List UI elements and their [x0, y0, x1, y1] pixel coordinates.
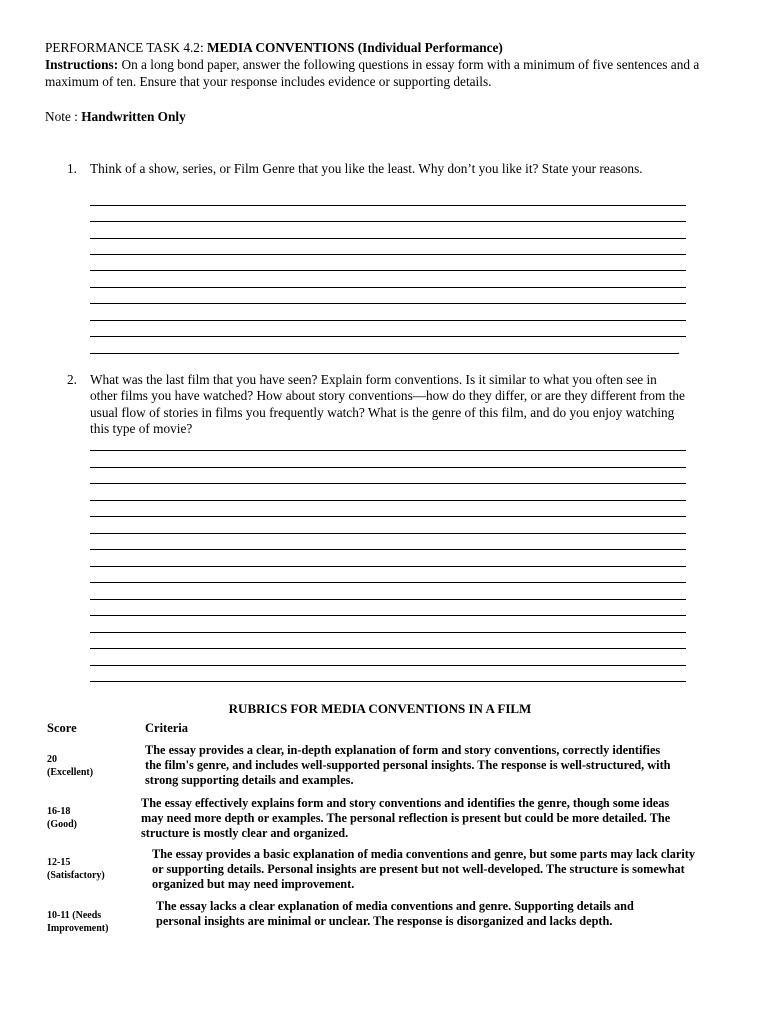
answer-line [90, 303, 686, 304]
answer-line [90, 336, 686, 337]
criteria-cell: The essay lacks a clear explanation of media conventions and genre. Supporting details and personal insights are minimal or unclear. The response is disorganized and lacks depth. [156, 899, 634, 929]
criteria-cell: The essay effectively explains form and story conventions and identifies the genre, though some ideas may need more depth or examples. The personal reflection is present but could be more detailed. The structure is mostly clear and organized. [141, 796, 671, 841]
criteria-header: Criteria [145, 721, 189, 735]
answer-line [90, 599, 686, 600]
answer-line [90, 549, 686, 550]
answer-line [90, 533, 686, 534]
answer-line [90, 287, 686, 288]
answer-line [90, 632, 686, 633]
answer-line [90, 353, 678, 354]
question-text: Think of a show, series, or Film Genre that you like the least. Why don’t you like it? State your reasons. [90, 161, 643, 176]
answer-line [90, 205, 686, 206]
question-number: 1. [67, 161, 77, 176]
answer-line [90, 483, 686, 484]
answer-line [90, 270, 686, 271]
question-1 [67, 161, 687, 177]
score-level: (Excellent) [47, 766, 94, 778]
answer-line [90, 221, 686, 222]
answer-line [90, 238, 686, 239]
note-text: Handwritten Only [81, 109, 186, 124]
answer-line [90, 320, 686, 321]
instructions-label: Instructions: [45, 57, 119, 72]
instructions [45, 57, 705, 90]
answer-line [90, 566, 686, 567]
note-label: Note : [45, 109, 78, 124]
answer-line [90, 582, 686, 583]
question-text: What was the last film that you have seen? Explain form conventions. Is it similar to what you often see in other films you have watched? How about story conventions—how do they differ, or are they different from the usual flow of stories in films you frequently watch? What is the genre of this film, and do you enjoy watching this type of movie? [90, 372, 685, 436]
answer-line [90, 648, 686, 649]
question-2 [67, 372, 687, 437]
task-label: PERFORMANCE TASK 4.2: [45, 40, 204, 55]
rubric-title: RUBRICS FOR MEDIA CONVENTIONS IN A FILM [228, 701, 532, 716]
answer-line [90, 681, 686, 682]
answer-line [90, 500, 686, 501]
answer-line [90, 665, 686, 666]
answer-line [90, 450, 686, 451]
score-value: 20 [47, 754, 57, 765]
score-cell [47, 806, 77, 831]
question-number: 2. [67, 372, 77, 387]
score-value: 16-18 [47, 806, 71, 817]
score-value: 10-11 (Needs [47, 910, 102, 921]
criteria-cell: The essay provides a basic explanation of media conventions and genre, but some parts may lack clarity or supporting details. Personal insights are present but not well-developed. The structure is somewhat organized but may need improvement. [152, 847, 696, 892]
score-header: Score [47, 721, 77, 735]
line-end-mark: . [677, 343, 680, 357]
score-cell [47, 910, 108, 935]
score-cell [47, 754, 93, 779]
criteria-cell: The essay provides a clear, in-depth explanation of form and story conventions, correctly identifies the film's genre, and includes well-supported personal insights. The response is well-structured, with strong supporting details and examples. [145, 743, 671, 788]
answer-line [90, 254, 686, 255]
score-level: (Satisfactory) [47, 869, 105, 881]
score-level: Improvement) [47, 922, 109, 934]
task-title [45, 40, 503, 56]
task-heading: MEDIA CONVENTIONS (Individual Performance) [206, 40, 503, 55]
score-cell [47, 857, 105, 882]
score-value: 12-15 [47, 857, 71, 868]
answer-line [90, 615, 686, 616]
instructions-text: On a long bond paper, answer the following questions in essay form with a minimum of five sentences and a maximum of ten. Ensure that your response includes evidence or supporting details. [45, 57, 700, 89]
answer-line [90, 516, 686, 517]
note [45, 109, 186, 125]
score-level: (Good) [47, 818, 77, 830]
answer-line [90, 467, 686, 468]
